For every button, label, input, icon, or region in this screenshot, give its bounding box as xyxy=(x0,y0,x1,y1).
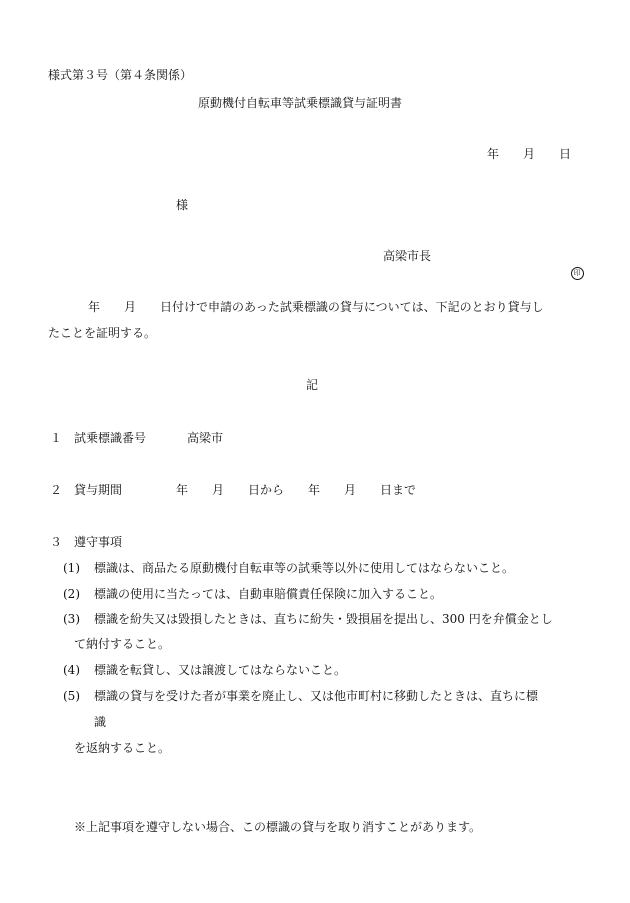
item-3-number: ３ xyxy=(50,535,63,549)
rule-3-text-line-1: 標識を紛失又は毀損したときは、直ちに紛失・毀損届を提出し、300 円を弁償金とし xyxy=(94,612,553,626)
item-2-number: ２ xyxy=(50,483,63,497)
rule-3-text-line-2: て納付すること。 xyxy=(74,637,171,651)
rule-5-text-line-1: 標識の貸与を受けた者が事業を廃止し、又は他市町村に移動したときは、直ちに標 xyxy=(94,689,539,703)
seal-icon: 印 xyxy=(563,250,584,280)
body-line-2: たことを証明する。 xyxy=(48,326,157,340)
item-2-value: 年 月 日から 年 月 日まで xyxy=(176,483,417,497)
document-title: 原動機付自転車等試乗標識貸与証明書 xyxy=(198,96,403,110)
item-1-value: 高梁市 xyxy=(187,431,224,445)
rule-4-number: (4) xyxy=(63,663,80,677)
item-1-number: １ xyxy=(50,431,63,445)
rule-5-text-line-3: を返納すること。 xyxy=(74,741,171,755)
rule-3-number: (3) xyxy=(63,612,80,626)
form-label: 様式第３号（第４条関係） xyxy=(48,68,193,82)
date-line: 年 月 日 xyxy=(487,147,572,161)
rule-1-number: (1) xyxy=(63,561,80,575)
rule-2-number: (2) xyxy=(63,587,80,601)
item-2-label: 貸与期間 xyxy=(74,483,123,497)
rule-5-number: (5) xyxy=(63,689,80,703)
addressee-suffix: 様 xyxy=(176,198,189,212)
rule-2-text: 標識の使用に当たっては、自動車賠償責任保険に加入すること。 xyxy=(94,587,443,601)
body-line-1: 年 月 日付けで申請のあった試乗標識の貸与については、下記のとおり貸与し xyxy=(88,300,544,314)
footer-note: ※上記事項を遵守しない場合、この標識の貸与を取り消すことがあります。 xyxy=(74,820,482,834)
rule-4-text: 標識を転貸し、又は譲渡してはならないこと。 xyxy=(94,663,347,677)
rule-1-text: 標識は、商品たる原動機付自転車等の試乗等以外に使用してはならないこと。 xyxy=(94,561,515,575)
ki-heading: 記 xyxy=(306,378,319,392)
item-1-label: 試乗標識番号 xyxy=(74,431,147,445)
item-3-label: 遵守事項 xyxy=(74,535,123,549)
issuer-name: 高梁市長 xyxy=(383,249,432,263)
rule-5-text-line-2: 識 xyxy=(94,715,107,729)
